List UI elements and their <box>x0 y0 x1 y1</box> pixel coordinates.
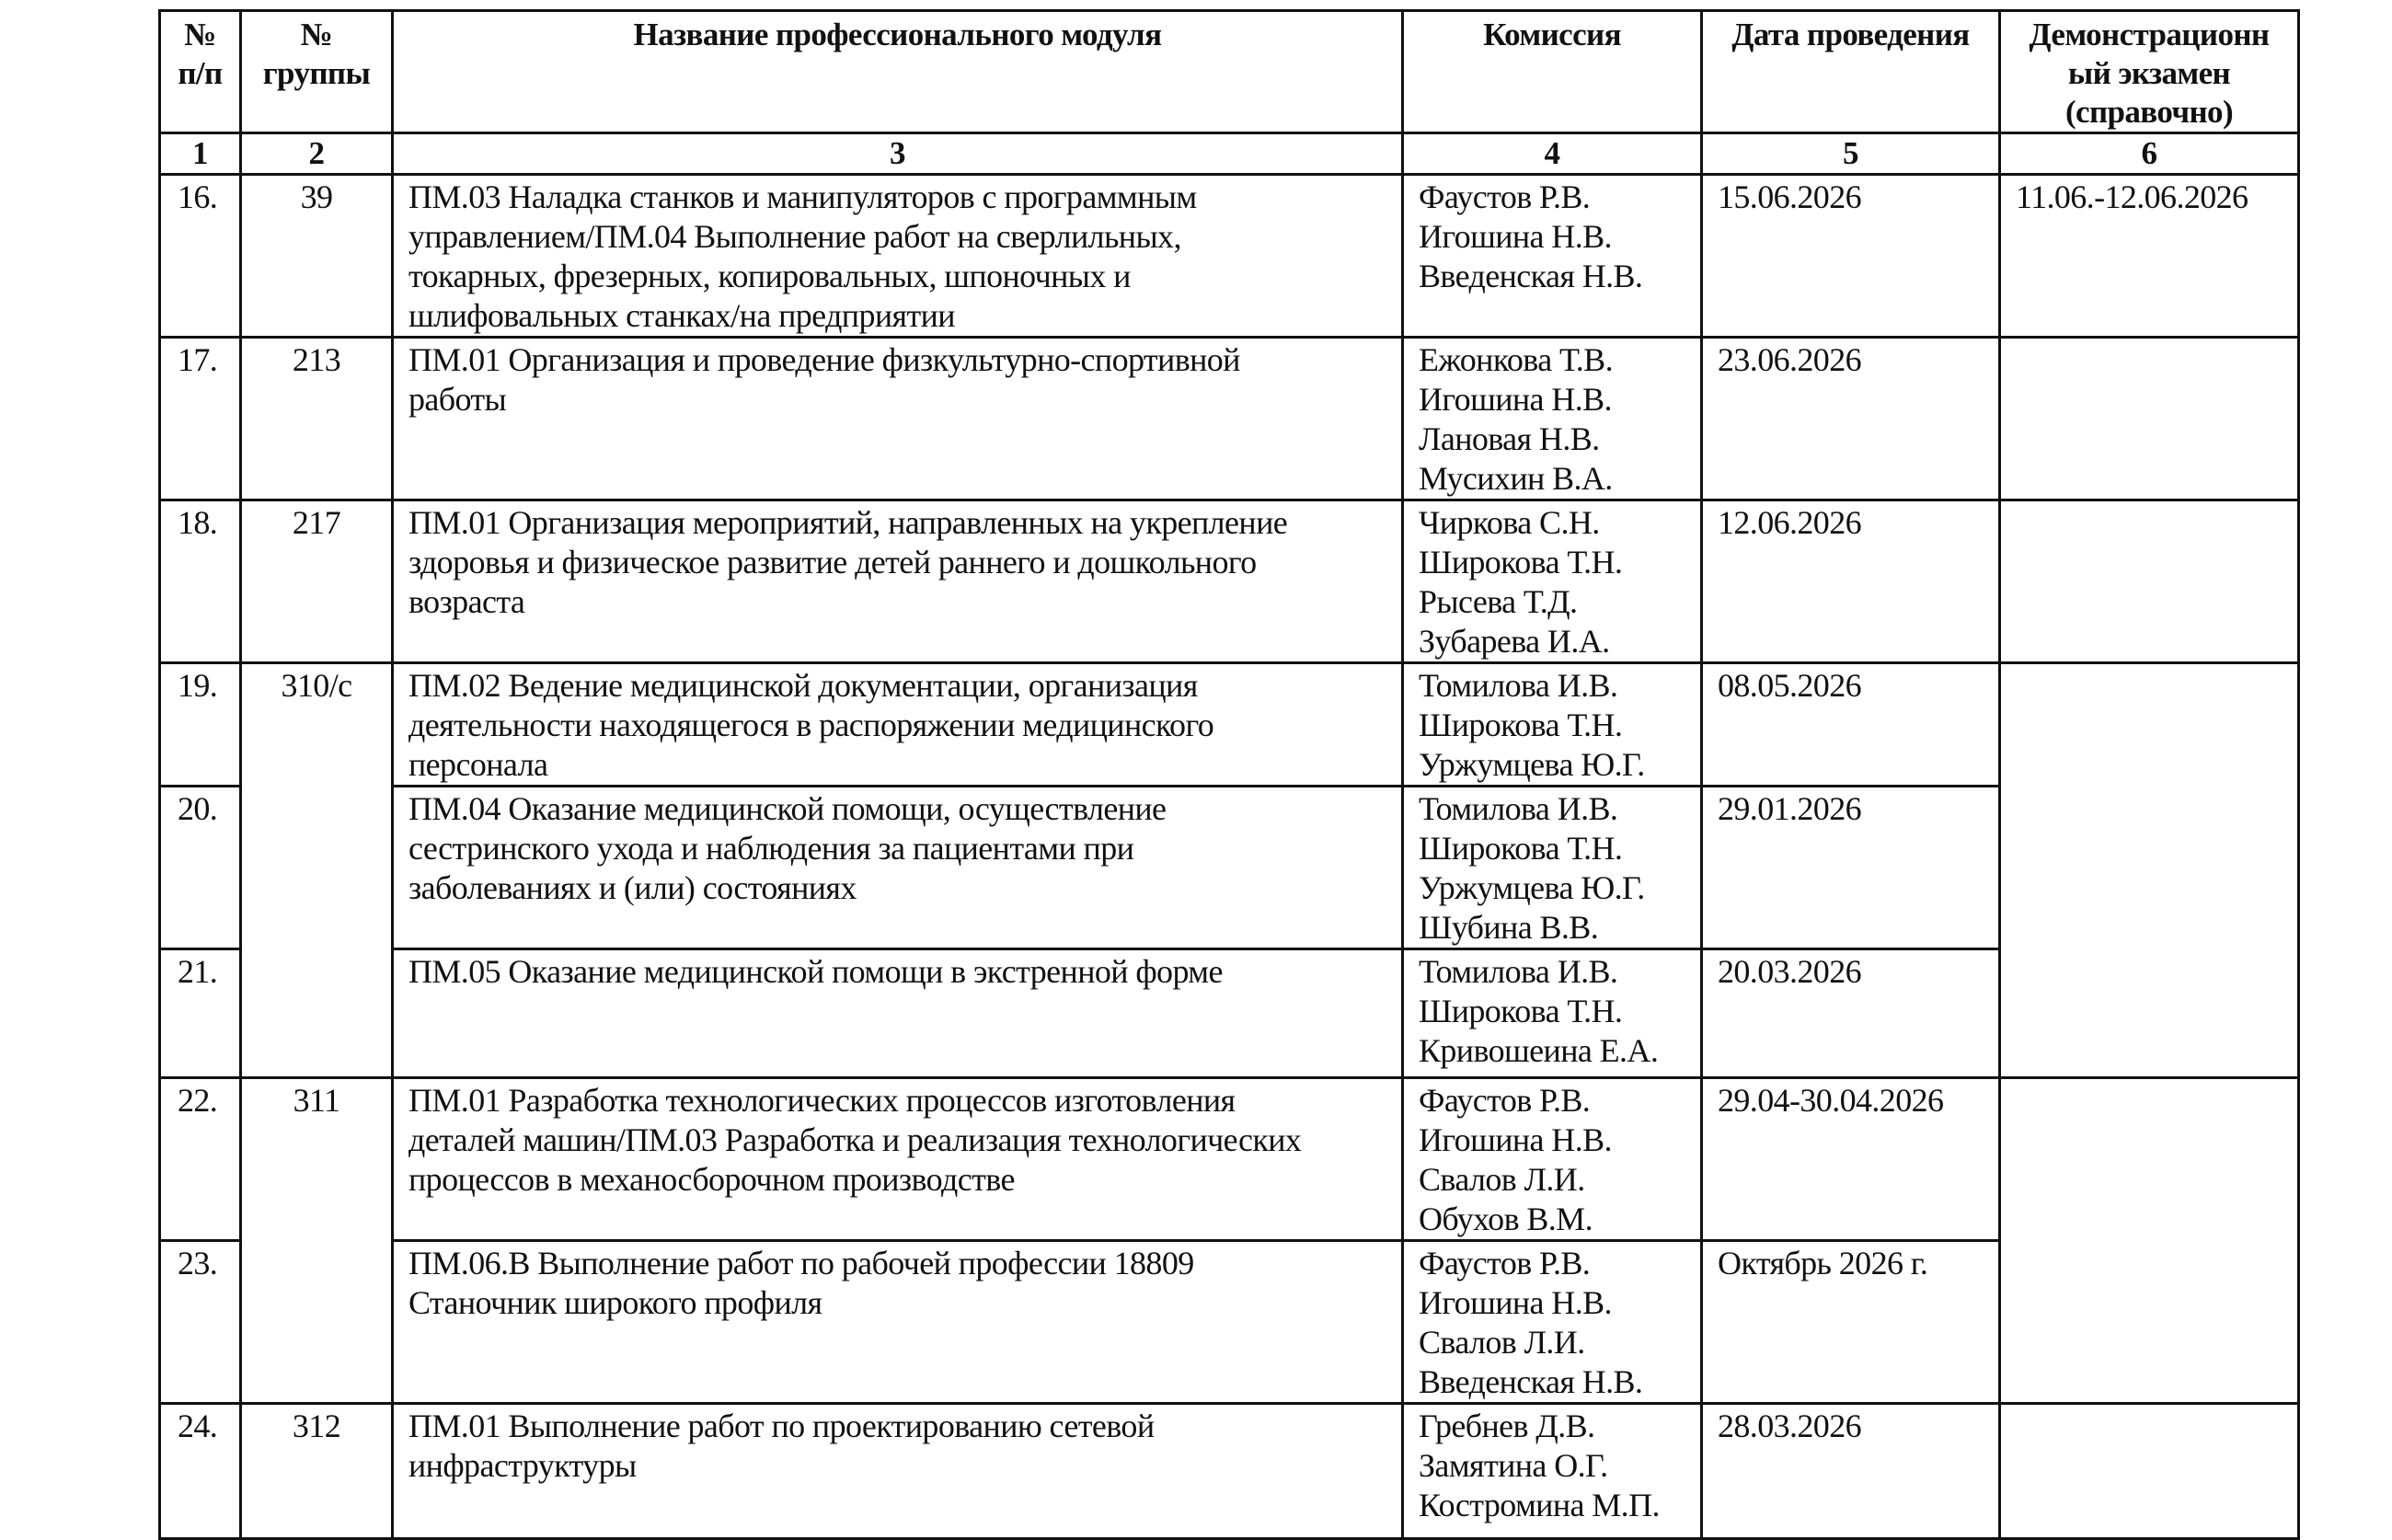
demo-exam-date <box>2000 338 2299 500</box>
commission <box>1403 500 1702 663</box>
column-number: 1 <box>160 133 241 175</box>
commission-member: Игошина Н.В. <box>1419 381 1612 418</box>
commission <box>1403 1078 1702 1241</box>
commission <box>1403 949 1702 1078</box>
row-index: 24. <box>160 1404 241 1539</box>
commission <box>1403 787 1702 949</box>
table-row <box>160 1078 2299 1241</box>
header-commission: Комиссия <box>1403 11 1702 133</box>
module-name-line: деятельности находящегося в распоряжении медицинского <box>408 707 1214 743</box>
module-name-line: ПМ.01 Разработка технологических процессов изготовления <box>408 1082 1236 1119</box>
table-row <box>160 949 2299 1078</box>
module-name-line: ПМ.01 Выполнение работ по проектированию сетевой <box>408 1408 1155 1444</box>
exam-date: 12.06.2026 <box>1702 500 2000 663</box>
module-name-line: ПМ.03 Наладка станков и манипуляторов с программным <box>408 178 1197 215</box>
commission-member: Уржумцева Ю.Г. <box>1419 746 1645 783</box>
commission-member: Свалов Л.И. <box>1419 1324 1585 1361</box>
commission-member: Томилова И.В. <box>1419 790 1618 827</box>
commission-member: Фаустов Р.В. <box>1419 1245 1591 1281</box>
column-number: 3 <box>393 133 1403 175</box>
table-row <box>160 500 2299 663</box>
commission-member: Замятина О.Г. <box>1419 1447 1608 1484</box>
column-number: 2 <box>241 133 393 175</box>
group-number: 312 <box>241 1404 393 1539</box>
column-number-row <box>160 133 2299 175</box>
commission-member: Игошина Н.В. <box>1419 218 1612 255</box>
header-index-line: п/п <box>178 55 223 91</box>
exam-schedule-table <box>158 9 2300 1540</box>
table-row <box>160 787 2299 949</box>
commission-member: Рысева Т.Д. <box>1419 583 1578 620</box>
column-number: 5 <box>1702 133 2000 175</box>
table-body <box>160 175 2299 1539</box>
module-name-line: Станочник широкого профиля <box>408 1284 822 1321</box>
demo-exam-date <box>2000 663 2299 1078</box>
group-number: 213 <box>241 338 393 500</box>
commission-member: Широкова Т.Н. <box>1419 544 1623 580</box>
header-module: Название профессионального модуля <box>393 11 1403 133</box>
commission <box>1403 175 1702 338</box>
commission-member: Фаустов Р.В. <box>1419 1082 1591 1119</box>
module-name <box>393 500 1403 663</box>
commission-member: Широкова Т.Н. <box>1419 830 1623 867</box>
commission-member: Мусихин В.А. <box>1419 460 1613 497</box>
module-name-line: заболеваниях и (или) состояниях <box>408 869 857 906</box>
exam-date: 08.05.2026 <box>1702 663 2000 787</box>
header-index <box>160 11 241 133</box>
commission-member: Свалов Л.И. <box>1419 1161 1585 1198</box>
module-name <box>393 1241 1403 1404</box>
group-number: 39 <box>241 175 393 338</box>
header-row <box>160 11 2299 133</box>
row-index: 19. <box>160 663 241 787</box>
group-number: 217 <box>241 500 393 663</box>
column-number: 6 <box>2000 133 2299 175</box>
exam-date: 20.03.2026 <box>1702 949 2000 1078</box>
demo-exam-date <box>2000 1078 2299 1404</box>
module-name-line: работы <box>408 381 507 418</box>
table-row <box>160 175 2299 338</box>
commission-member: Широкова Т.Н. <box>1419 993 1623 1029</box>
commission-member: Игошина Н.В. <box>1419 1121 1612 1158</box>
module-name <box>393 949 1403 1078</box>
header-demo-line: Демонстрационн <box>2029 17 2270 52</box>
module-name-line: персонала <box>408 746 548 783</box>
exam-date: 29.01.2026 <box>1702 787 2000 949</box>
commission-member: Введенская Н.В. <box>1419 1363 1643 1400</box>
exam-date: 23.06.2026 <box>1702 338 2000 500</box>
row-index: 16. <box>160 175 241 338</box>
group-number: 311 <box>241 1078 393 1404</box>
module-name-line: ПМ.06.В Выполнение работ по рабочей профессии 18809 <box>408 1245 1194 1281</box>
module-name-line: здоровья и физическое развитие детей раннего и дошкольного <box>408 544 1257 580</box>
module-name <box>393 338 1403 500</box>
commission-member: Зубарева И.А. <box>1419 623 1610 660</box>
commission <box>1403 1404 1702 1539</box>
module-name-line: возраста <box>408 583 525 620</box>
commission-member: Игошина Н.В. <box>1419 1284 1612 1321</box>
module-name <box>393 1078 1403 1241</box>
demo-exam-date <box>2000 500 2299 663</box>
header-group <box>241 11 393 133</box>
row-index: 17. <box>160 338 241 500</box>
module-name <box>393 175 1403 338</box>
module-name-line: процессов в механосборочном производстве <box>408 1161 1015 1198</box>
table-row <box>160 663 2299 787</box>
row-index: 23. <box>160 1241 241 1404</box>
column-number: 4 <box>1403 133 1702 175</box>
demo-exam-date: 11.06.-12.06.2026 <box>2000 175 2299 338</box>
commission-member: Ежонкова Т.В. <box>1419 341 1613 378</box>
commission-member: Гребнев Д.В. <box>1419 1408 1595 1444</box>
module-name-line: ПМ.01 Организация мероприятий, направленных на укрепление <box>408 504 1288 541</box>
module-name-line: ПМ.04 Оказание медицинской помощи, осуществление <box>408 790 1167 827</box>
module-name <box>393 787 1403 949</box>
header-group-line: № <box>300 17 333 52</box>
module-name-line: шлифовальных станках/на предприятии <box>408 297 955 334</box>
commission-member: Томилова И.В. <box>1419 667 1618 704</box>
commission-member: Уржумцева Ю.Г. <box>1419 869 1645 906</box>
exam-date: 29.04-30.04.2026 <box>1702 1078 2000 1241</box>
module-name-line: деталей машин/ПМ.03 Разработка и реализация технологических <box>408 1121 1302 1158</box>
exam-date: Октябрь 2026 г. <box>1702 1241 2000 1404</box>
commission-member: Лановая Н.В. <box>1419 420 1600 457</box>
demo-exam-date <box>2000 1404 2299 1539</box>
module-name-line: инфраструктуры <box>408 1447 637 1484</box>
header-index-line: № <box>184 17 216 52</box>
row-index: 18. <box>160 500 241 663</box>
commission-member: Широкова Т.Н. <box>1419 707 1623 743</box>
table-row <box>160 1241 2299 1404</box>
header-demo-exam <box>2000 11 2299 133</box>
commission <box>1403 1241 1702 1404</box>
header-demo-line: ый экзамен <box>2067 55 2231 91</box>
commission-member: Чиркова С.Н. <box>1419 504 1600 541</box>
exam-date: 28.03.2026 <box>1702 1404 2000 1539</box>
module-name-line: управлением/ПМ.04 Выполнение работ на сверлильных, <box>408 218 1181 255</box>
module-name <box>393 663 1403 787</box>
row-index: 20. <box>160 787 241 949</box>
commission-member: Введенская Н.В. <box>1419 258 1643 294</box>
module-name-line: ПМ.02 Ведение медицинской документации, организация <box>408 667 1198 704</box>
commission-member: Шубина В.В. <box>1419 909 1599 946</box>
module-name-line: ПМ.05 Оказание медицинской помощи в экстренной форме <box>408 953 1223 990</box>
module-name-line: сестринского ухода и наблюдения за пациентами при <box>408 830 1134 867</box>
module-name <box>393 1404 1403 1539</box>
row-index: 21. <box>160 949 241 1078</box>
commission-member: Костромина М.П. <box>1419 1487 1660 1523</box>
commission-member: Кривошеина Е.А. <box>1419 1032 1659 1069</box>
table-row <box>160 1404 2299 1539</box>
table-row <box>160 338 2299 500</box>
commission-member: Фаустов Р.В. <box>1419 178 1591 215</box>
module-name-line: токарных, фрезерных, копировальных, шпоночных и <box>408 258 1131 294</box>
header-group-line: группы <box>262 55 371 91</box>
commission <box>1403 663 1702 787</box>
commission-member: Обухов В.М. <box>1419 1201 1593 1237</box>
header-date: Дата проведения <box>1702 11 2000 133</box>
module-name-line: ПМ.01 Организация и проведение физкультурно-спортивной <box>408 341 1240 378</box>
commission-member: Томилова И.В. <box>1419 953 1618 990</box>
exam-date: 15.06.2026 <box>1702 175 2000 338</box>
group-number: 310/с <box>241 663 393 1078</box>
row-index: 22. <box>160 1078 241 1241</box>
commission <box>1403 338 1702 500</box>
header-demo-line: (справочно) <box>2064 94 2234 130</box>
